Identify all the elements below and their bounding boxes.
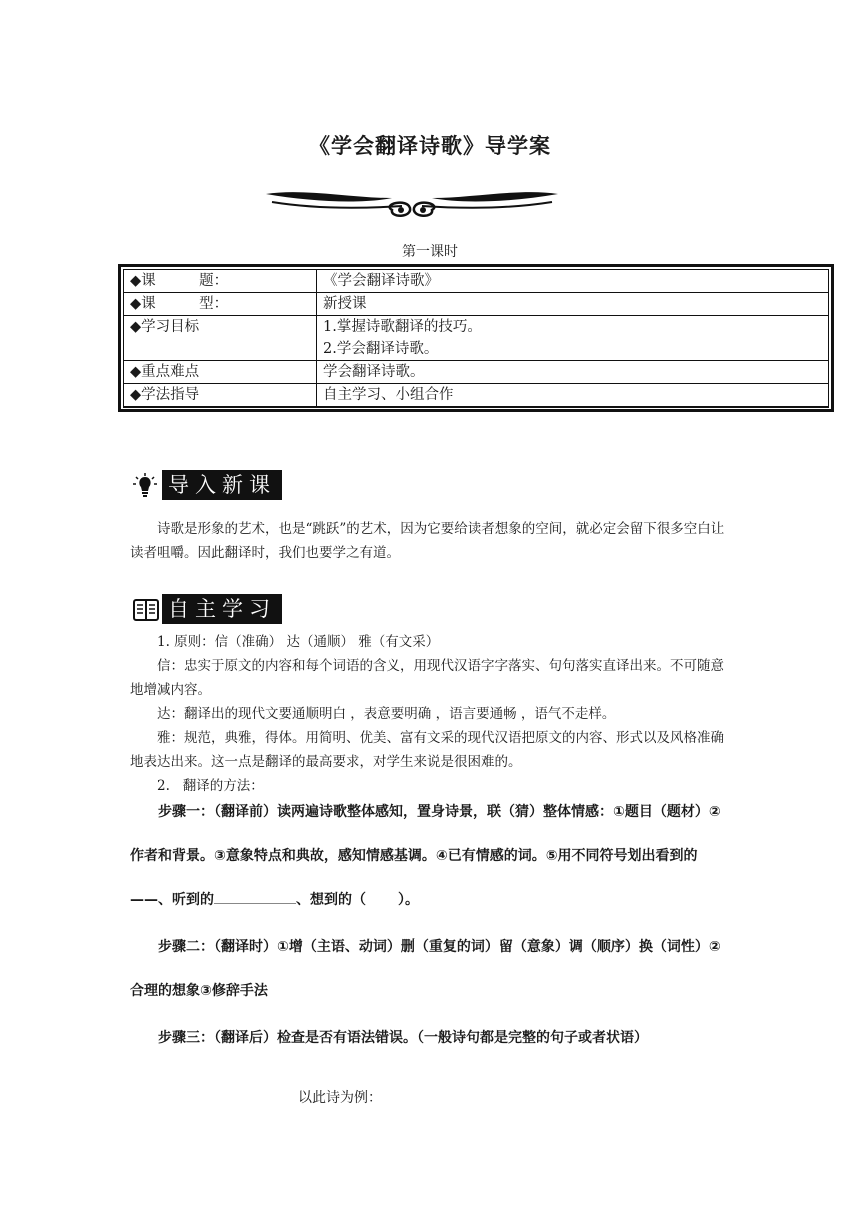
decorative-ornament-icon — [262, 184, 562, 224]
goal-2: 2.学会翻译诗歌。 — [323, 341, 439, 357]
principle-ya: 雅：规范，典雅，得体。用简明、优美、富有文采的现代汉语把原文的内容、形式以及风格准确地表达出来。这一点是翻译的最高要求，对学生来说是很困难的。 — [130, 730, 724, 770]
example-caption: 以此诗为例： — [298, 1090, 382, 1106]
book-icon — [133, 598, 159, 622]
row-key: ◆课 题： — [124, 270, 317, 293]
self-study-content — [130, 630, 730, 798]
principle-da: 达：翻译出的现代文要通顺明白 ，表意要明确 ，语言要通畅 ，语气不走样。 — [157, 706, 616, 722]
row-value: 新授课 — [317, 293, 829, 316]
section-label-intro: 导入新课 — [162, 470, 282, 500]
row-value: 自主学习、小组合作 — [317, 384, 829, 408]
table-row — [124, 384, 829, 408]
principles-line: 1. 原则：信（准确） 达（通顺） 雅（有文采） — [157, 634, 440, 650]
lesson-info-table — [118, 264, 834, 412]
row-key: ◆学习目标 — [124, 316, 317, 361]
page-title: 《学会翻译诗歌》导学案 — [309, 134, 551, 158]
section-label-self-study: 自主学习 — [162, 594, 282, 624]
row-key: ◆重点难点 — [124, 361, 317, 384]
step-one-text-2: 、想到的（ — [296, 892, 366, 908]
lightbulb-icon — [133, 472, 157, 498]
methods-heading: 2. 翻译的方法： — [157, 778, 264, 794]
principle-xin: 信：忠实于原文的内容和每个词语的含义，用现代汉语字字落实、句句落实直译出来。不可随意地增减内容。 — [130, 658, 724, 698]
table-row — [124, 270, 829, 293]
goal-1: 1.掌握诗歌翻译的技巧。 — [323, 319, 482, 335]
fill-blank — [214, 889, 296, 904]
lesson-period: 第一课时 — [402, 244, 458, 260]
row-key: ◆学法指导 — [124, 384, 317, 408]
intro-paragraph: 诗歌是形象的艺术，也是“跳跃”的艺术，因为它要给读者想象的空间，就必定会留下很多空白让读者咀嚼。因此翻译时，我们也要学之有道。 — [130, 521, 725, 561]
step-one-text-3: ）。 — [398, 892, 419, 908]
row-key: ◆课 型： — [124, 293, 317, 316]
step-one-text: 步骤一：（翻译前）读两遍诗歌整体感知，置身诗景，联（猜）整体情感：①题目（题材）②作者和背景。③意象特点和典故，感知情感基调。④已有情感的词。⑤用不同符号划出看到的——、听到的 — [130, 804, 721, 908]
table-row — [124, 293, 829, 316]
row-value: 《学会翻译诗歌》 — [317, 270, 829, 293]
table-row — [124, 316, 829, 361]
step-three: 步骤三：（翻译后）检查是否有语法错误。（一般诗句都是完整的句子或者状语） — [158, 1030, 648, 1046]
row-value: 学会翻译诗歌。 — [317, 361, 829, 384]
table-row — [124, 361, 829, 384]
step-two: 步骤二：（翻译时）①增（主语、动词）删（重复的词）留（意象）调（顺序）换（词性）②合理的想象③修辞手法 — [130, 939, 721, 999]
step-one — [130, 790, 730, 922]
row-value — [317, 316, 829, 361]
